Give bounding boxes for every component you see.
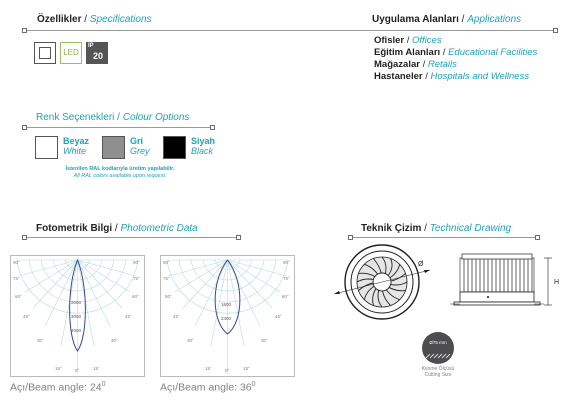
svg-text:0°: 0°: [225, 368, 230, 373]
svg-text:45°: 45°: [275, 314, 282, 319]
beam-angle-label: Açı/Beam angle: $36^0$: [160, 381, 256, 394]
colour-options-title: Renk Seçenekleri / Colour Options: [36, 112, 190, 123]
specifications-title: Özellikler / Specifications: [37, 14, 152, 25]
application-item: Ofisler / Offices: [374, 35, 442, 46]
divider-marker: [210, 125, 215, 130]
svg-text:90°: 90°: [283, 260, 290, 265]
technical-drawing-title: Teknik Çizim / Technical Drawing: [361, 223, 512, 234]
svg-text:15°: 15°: [205, 366, 212, 371]
beam-angle-label: Açı/Beam angle: $24^0$: [10, 381, 106, 394]
divider-marker: [22, 125, 27, 130]
colour-swatch-grey: [102, 136, 125, 159]
intensity-label: 1600: [221, 302, 232, 307]
svg-text:15°: 15°: [55, 366, 62, 371]
led-icon: LED: [60, 42, 82, 64]
cutout-label: Kesme Ölçüsü Cutting Size: [421, 366, 455, 378]
divider-marker: [236, 235, 241, 240]
intensity-label: 4000: [71, 328, 82, 333]
front-view-drawing: [326, 242, 436, 322]
double-insulation-icon: [34, 42, 56, 64]
divider-marker: [535, 235, 540, 240]
side-view-drawing: [448, 252, 563, 314]
divider: [24, 127, 212, 128]
polar-diagram: [11, 256, 144, 376]
colour-name-grey: Gri Grey: [130, 136, 150, 156]
intensity-label: 3000: [71, 314, 82, 319]
divider-marker: [22, 28, 27, 33]
svg-text:45°: 45°: [125, 314, 132, 319]
svg-text:75°: 75°: [133, 276, 140, 281]
divider: [24, 237, 238, 238]
svg-text:0°: 0°: [75, 368, 80, 373]
svg-text:75°: 75°: [283, 276, 290, 281]
svg-text:60°: 60°: [15, 294, 22, 299]
svg-text:90°: 90°: [163, 260, 170, 265]
svg-text:90°: 90°: [13, 260, 20, 265]
cutout-size-icon: [420, 330, 456, 366]
applications-title: Uygulama Alanları / Applications: [372, 14, 522, 25]
photometric-title: Fotometrik Bilgi / Photometric Data: [36, 223, 198, 234]
application-item: Mağazalar / Retails: [374, 59, 457, 70]
divider-marker: [22, 235, 27, 240]
svg-text:60°: 60°: [282, 294, 289, 299]
divider-marker: [553, 28, 558, 33]
colour-name-white: Beyaz White: [63, 136, 90, 156]
diameter-symbol: Ø: [418, 261, 424, 268]
intensity-label: 2400: [221, 316, 232, 321]
divider: [350, 237, 537, 238]
svg-text:60°: 60°: [165, 294, 172, 299]
height-symbol: H: [554, 279, 560, 286]
application-item: Hastaneler / Hospitals and Wellness: [374, 71, 530, 82]
polar-chart-24: [10, 255, 145, 377]
intensity-label: 2000: [71, 300, 82, 305]
polar-chart-36: [160, 255, 295, 377]
application-item: Eğitim Alanları / Educational Facilities: [374, 47, 538, 58]
cutout-value: Ø75 mm: [429, 340, 447, 345]
divider-marker: [348, 235, 353, 240]
ip-rating-icon: IP 20: [86, 42, 108, 64]
colour-swatch-black: [163, 136, 186, 159]
svg-text:30°: 30°: [37, 338, 44, 343]
svg-text:45°: 45°: [23, 314, 30, 319]
svg-text:45°: 45°: [173, 314, 180, 319]
ral-note: İstenilen RAL kodlarıyla üretim yapılabilir. All RAL colors available upon request.: [65, 166, 175, 179]
svg-text:30°: 30°: [111, 338, 118, 343]
colour-name-black: Siyah Black: [191, 136, 216, 156]
svg-text:60°: 60°: [132, 294, 139, 299]
svg-text:75°: 75°: [13, 276, 20, 281]
svg-text:75°: 75°: [163, 276, 170, 281]
polar-diagram: [161, 256, 294, 376]
divider: [24, 30, 554, 31]
svg-text:30°: 30°: [187, 338, 194, 343]
svg-text:90°: 90°: [133, 260, 140, 265]
svg-text:30°: 30°: [261, 338, 268, 343]
svg-text:15°: 15°: [243, 366, 250, 371]
svg-text:15°: 15°: [93, 366, 100, 371]
colour-swatch-white: [35, 136, 58, 159]
